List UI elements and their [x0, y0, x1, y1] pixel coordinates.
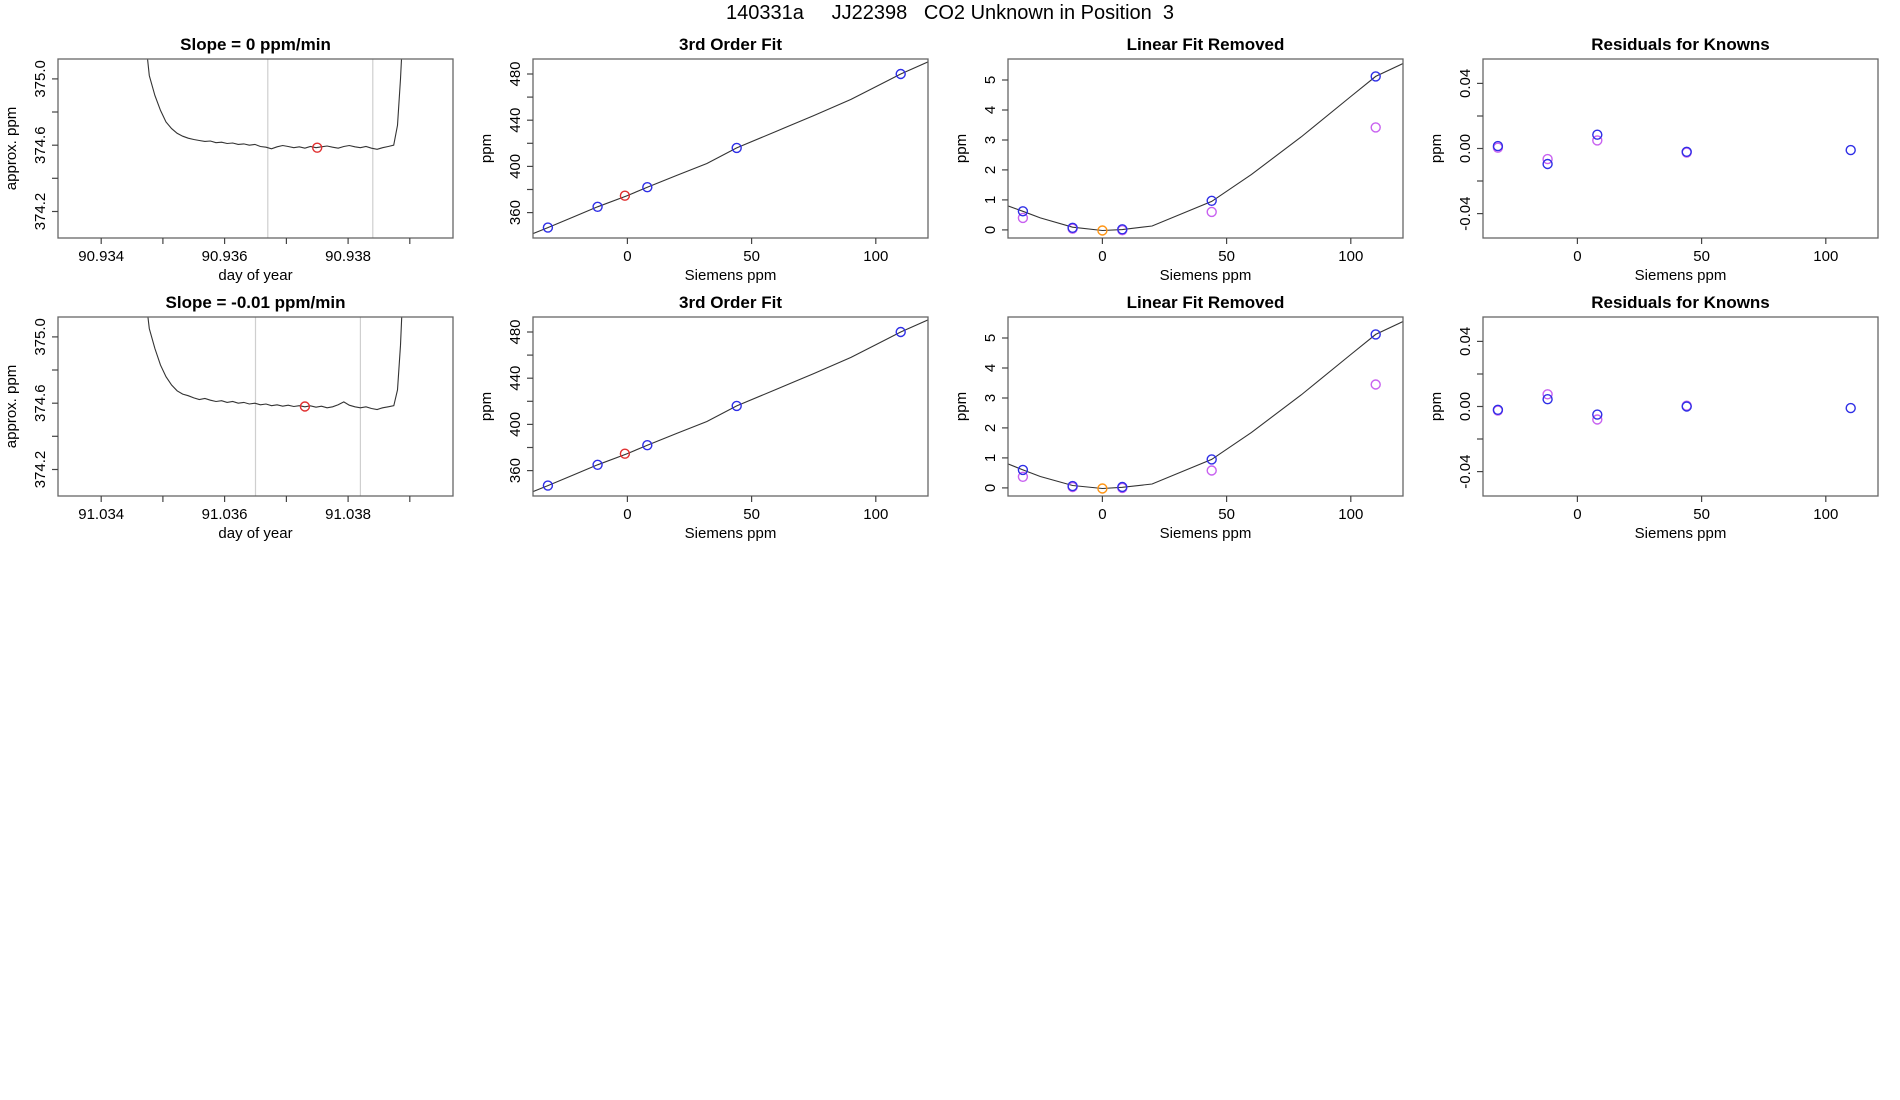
panel-fit-row2 — [475, 288, 950, 546]
y-tick-label: 3 — [982, 135, 999, 145]
panel-title: Slope = 0 ppm/min — [180, 35, 331, 54]
y-tick-label: 0.04 — [1457, 68, 1474, 99]
violet-points — [1371, 123, 1380, 132]
panel-title: 3rd Order Fit — [679, 293, 782, 312]
x-tick-label: 90.934 — [78, 248, 125, 265]
y-axis-label: ppm — [953, 391, 970, 422]
y-tick-label: -0.04 — [1457, 454, 1474, 489]
x-tick-label: 0 — [1573, 506, 1582, 523]
x-tick-label: 0 — [1573, 248, 1582, 265]
y-tick-label: 0 — [982, 483, 999, 493]
y-tick-label: 480 — [507, 61, 524, 87]
x-axis-label: Siemens ppm — [684, 525, 777, 542]
x-axis-label: day of year — [218, 525, 293, 542]
y-axis-label: ppm — [953, 133, 970, 164]
plot-frame — [533, 317, 928, 496]
blue-points — [1846, 404, 1855, 413]
y-tick-label: 360 — [507, 200, 524, 226]
y-tick-label: 374.6 — [32, 126, 49, 164]
plot-frame — [1008, 317, 1403, 496]
x-tick-label: 100 — [1813, 506, 1839, 523]
x-tick-label: 100 — [1338, 506, 1364, 523]
y-tick-label: 0 — [982, 225, 999, 235]
x-axis-label: Siemens ppm — [684, 267, 777, 284]
panel-resid-row2 — [1425, 288, 1900, 546]
plot-frame — [533, 59, 928, 238]
y-tick-label: 375.0 — [32, 60, 49, 98]
page-title: 140331a JJ22398 CO2 Unknown in Position 3 — [725, 2, 1175, 24]
y-axis-label: ppm — [478, 133, 495, 164]
y-tick-label: 400 — [507, 153, 524, 179]
fit-curve — [533, 62, 928, 234]
panel-title: 3rd Order Fit — [679, 35, 782, 54]
y-tick-label: 440 — [507, 107, 524, 133]
x-tick-label: 50 — [1693, 506, 1710, 523]
panel-linrem-row2 — [950, 288, 1425, 546]
x-tick-label: 100 — [1813, 248, 1839, 265]
y-axis-label: ppm — [1428, 133, 1445, 164]
x-tick-label: 90.936 — [201, 248, 248, 265]
panel-title: Linear Fit Removed — [1126, 293, 1285, 312]
x-tick-label: 0 — [623, 506, 632, 523]
y-tick-label: 0.04 — [1457, 326, 1474, 357]
x-tick-label: 100 — [1338, 248, 1364, 265]
y-tick-label: 360 — [507, 458, 524, 484]
plot-frame — [1483, 59, 1878, 238]
y-axis-label: approx. ppm — [3, 106, 20, 191]
y-tick-label: 440 — [507, 365, 524, 391]
fit-curve — [533, 320, 928, 492]
x-axis-label: day of year — [218, 267, 293, 284]
y-tick-label: 0.00 — [1457, 391, 1474, 422]
x-axis-label: Siemens ppm — [1159, 525, 1252, 542]
x-tick-label: 50 — [743, 248, 760, 265]
y-axis-label: ppm — [478, 391, 495, 422]
cubic-curve — [1008, 64, 1403, 231]
panel-ts-row1 — [0, 30, 475, 288]
y-axis-label: ppm — [1428, 391, 1445, 422]
y-tick-label: -0.04 — [1457, 196, 1474, 231]
blue-points — [1846, 146, 1855, 155]
panel-linrem-row1 — [950, 30, 1425, 288]
panel-title: Residuals for Knowns — [1591, 293, 1770, 312]
x-tick-label: 100 — [863, 248, 889, 265]
plot-frame — [1483, 317, 1878, 496]
cubic-curve — [1008, 322, 1403, 489]
panel-title: Residuals for Knowns — [1591, 35, 1770, 54]
x-tick-label: 91.038 — [325, 506, 372, 523]
y-tick-label: 375.0 — [32, 318, 49, 356]
x-axis-label: Siemens ppm — [1159, 267, 1252, 284]
panel-title: Slope = -0.01 ppm/min — [165, 293, 346, 312]
y-tick-label: 2 — [982, 423, 999, 433]
plot-frame — [58, 59, 453, 238]
violet-points — [1371, 380, 1380, 389]
y-tick-label: 4 — [982, 363, 999, 373]
x-tick-label: 100 — [863, 506, 889, 523]
y-tick-label: 374.2 — [32, 192, 49, 231]
y-tick-label: 3 — [982, 393, 999, 403]
x-tick-label: 50 — [1218, 506, 1235, 523]
panel-title: Linear Fit Removed — [1126, 35, 1285, 54]
x-tick-label: 0 — [1098, 248, 1107, 265]
y-tick-label: 1 — [982, 195, 999, 205]
y-tick-label: 1 — [982, 453, 999, 463]
y-axis-label: approx. ppm — [3, 364, 20, 449]
x-tick-label: 0 — [1098, 506, 1107, 523]
x-axis-label: Siemens ppm — [1634, 267, 1727, 284]
x-tick-label: 50 — [1693, 248, 1710, 265]
blue-points — [1593, 130, 1602, 139]
x-tick-label: 50 — [1218, 248, 1235, 265]
x-axis-label: Siemens ppm — [1634, 525, 1727, 542]
y-tick-label: 400 — [507, 411, 524, 437]
y-tick-label: 4 — [982, 105, 999, 115]
x-tick-label: 91.036 — [201, 506, 248, 523]
panel-fit-row1 — [475, 30, 950, 288]
y-tick-label: 5 — [982, 333, 999, 343]
y-tick-label: 2 — [982, 165, 999, 175]
y-tick-label: 374.2 — [32, 450, 49, 489]
violet-points — [1207, 466, 1216, 475]
x-tick-label: 91.034 — [78, 506, 125, 523]
y-tick-label: 374.6 — [32, 384, 49, 422]
violet-points — [1207, 207, 1216, 216]
x-tick-label: 0 — [623, 248, 632, 265]
panel-resid-row1 — [1425, 30, 1900, 288]
panel-ts-row2 — [0, 288, 475, 546]
x-tick-label: 50 — [743, 506, 760, 523]
y-tick-label: 480 — [507, 319, 524, 345]
y-tick-label: 0.00 — [1457, 133, 1474, 164]
plot-frame — [1008, 59, 1403, 238]
x-tick-label: 90.938 — [325, 248, 372, 265]
y-tick-label: 5 — [982, 75, 999, 85]
